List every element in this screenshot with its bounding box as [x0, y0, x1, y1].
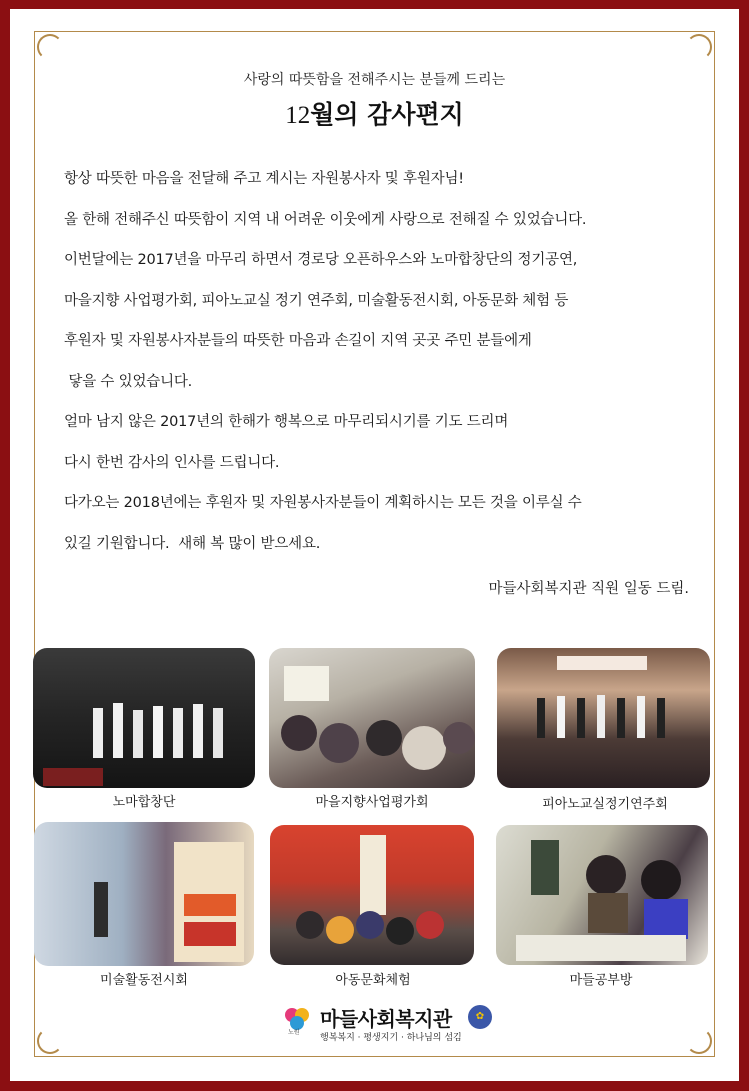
corner-ornament-icon [37, 1028, 63, 1054]
organization-logo [282, 999, 502, 1049]
organization-name: 마들사회복지관 [320, 1007, 452, 1031]
corner-ornament-icon [37, 34, 63, 60]
choir-photo [33, 648, 255, 788]
letter-page [10, 9, 739, 1081]
children-photo [270, 825, 474, 965]
corner-ornament-icon [686, 1028, 712, 1054]
letter-line: 다가오는 2018년에는 후원자 및 자원봉사자분들이 계획하시는 모든 것을 이루실 수 [64, 495, 582, 511]
nowon-logo-icon [282, 1005, 312, 1035]
organization-slogan: 행복복지 · 평생지기 · 하나님의 섬김 [320, 1033, 462, 1043]
letter-line: 항상 따뜻한 마음을 전달해 주고 계시는 자원봉사자 및 후원자님! [64, 171, 464, 187]
logo-mark-text: 노원 [288, 1029, 300, 1035]
letter-subtitle: 사랑의 따뜻함을 전해주시는 분들께 드리는 [243, 72, 506, 88]
students-icon [496, 825, 708, 965]
photo-caption: 미술활동전시회 [100, 973, 188, 988]
performers-icon [497, 648, 710, 788]
letter-line: 마을지향 사업평가회, 피아노교실 정기 연주회, 미술활동전시회, 아동문화 체험 등 [64, 292, 569, 309]
photo-caption: 마들공부방 [569, 973, 633, 988]
photo-caption: 피아노교실정기연주회 [542, 797, 668, 812]
title-number: 12 [285, 102, 311, 129]
exhibition-poster-icon [34, 822, 254, 966]
letter-line: 올 한해 전해주신 따뜻함이 지역 내 어려운 이웃에게 사랑으로 전해질 수 있었습니다. [64, 211, 587, 228]
letter-line: 이번달에는 2017년을 마무리 하면서 경로당 오픈하우스와 노마합창단의 정기공연, [64, 252, 578, 268]
letter-title [10, 95, 739, 131]
letter-line: 얼마 남지 않은 2017년의 한해가 행복으로 마무리되시기를 기도 드리며 [64, 414, 509, 430]
letter-line: 있길 기원합니다. 새해 복 많이 받으세요. [64, 535, 321, 552]
photo-caption: 노마합창단 [112, 795, 176, 810]
exhibition-photo [34, 822, 254, 966]
children-group-icon [270, 825, 474, 965]
corner-ornament-icon [686, 34, 712, 60]
choir-figures-icon [33, 648, 255, 788]
photo-caption: 아동문화체험 [335, 973, 411, 988]
study-photo [496, 825, 708, 965]
letter-line: 다시 한번 감사의 인사를 드립니다. [64, 454, 280, 471]
letter-line: 닿을 수 있었습니다. [64, 373, 193, 390]
letter-signature: 마들사회복지관 직원 일동 드림. [488, 581, 689, 597]
emblem-icon: ✿ [468, 1005, 492, 1029]
meeting-photo [269, 648, 475, 788]
title-text: 월의 감사편지 [310, 100, 464, 129]
audience-icon [269, 648, 475, 788]
letter-line: 후원자 및 자원봉사자분들의 따뜻한 마음과 손길이 지역 곳곳 주민 분들에게 [64, 333, 532, 349]
concert-photo [497, 648, 710, 788]
letter-body [64, 159, 704, 564]
photo-caption: 마을지향사업평가회 [315, 795, 429, 810]
